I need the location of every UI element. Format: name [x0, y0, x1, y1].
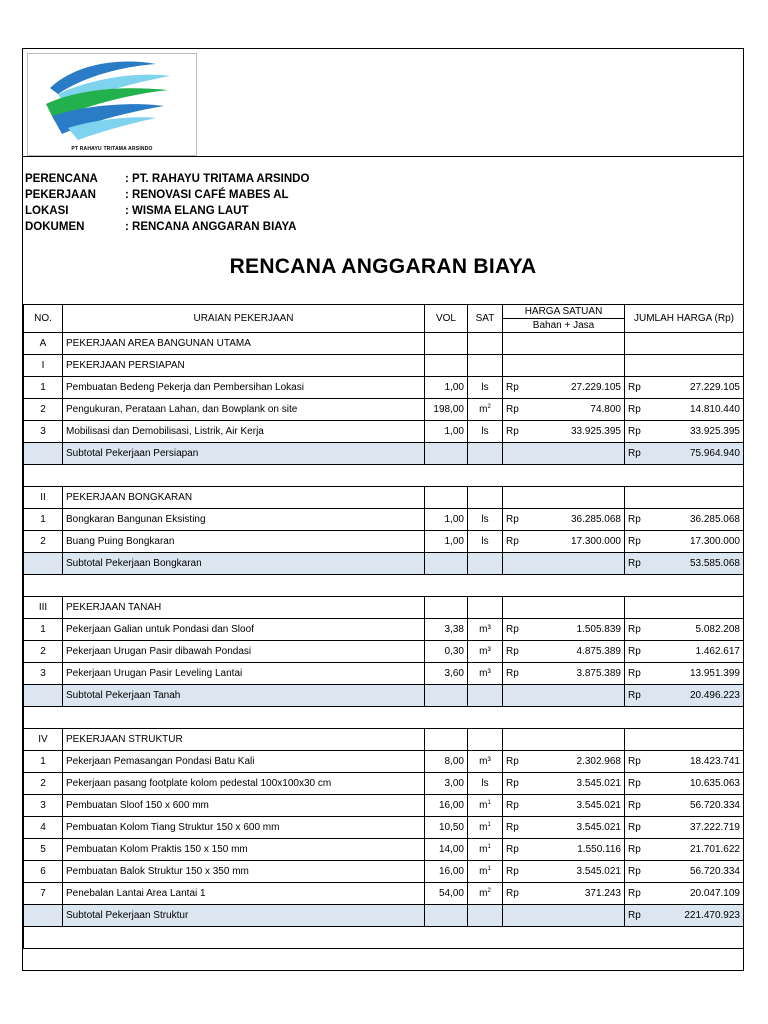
empty-cell [468, 443, 503, 465]
spacer-row [24, 575, 744, 597]
item-harga [503, 861, 625, 883]
empty-cell [468, 487, 503, 509]
spacer-cell [24, 575, 744, 597]
item-no: 6 [24, 861, 63, 883]
unit-power: 1 [487, 866, 491, 872]
item-sat [468, 663, 503, 685]
section-title: PEKERJAAN BONGKARAN [63, 487, 425, 509]
item-harga [503, 795, 625, 817]
amount: 2.302.968 [576, 756, 621, 767]
currency-label: Rp [628, 382, 641, 393]
subtotal-label: Subtotal Pekerjaan Bongkaran [63, 553, 425, 575]
amount: 36.285.068 [689, 514, 740, 525]
item-desc: Pekerjaan Urugan Pasir dibawah Pondasi [63, 641, 425, 663]
item-no: 3 [24, 663, 63, 685]
currency-label: Rp [506, 536, 519, 547]
amount: 17.300.000 [689, 536, 740, 547]
currency-label: Rp [628, 404, 641, 415]
item-no: 2 [24, 531, 63, 553]
empty-cell [625, 729, 744, 751]
unit: m [479, 800, 488, 811]
item-jumlah [625, 751, 744, 773]
unit: m [479, 822, 488, 833]
amount: 13.951.399 [689, 668, 740, 679]
info-value: : RENOVASI CAFÉ MABES AL [125, 189, 289, 201]
info-value: : WISMA ELANG LAUT [125, 205, 249, 217]
empty-cell [468, 905, 503, 927]
item-sat [468, 421, 503, 443]
item-vol: 0,30 [425, 641, 468, 663]
subtotal-row [24, 443, 744, 465]
unit: ls [481, 514, 489, 525]
item-harga [503, 421, 625, 443]
subtotal-row [24, 905, 744, 927]
item-desc: Pembuatan Sloof 150 x 600 mm [63, 795, 425, 817]
item-desc: Penebalan Lantai Area Lantai 1 [63, 883, 425, 905]
section-row [24, 597, 744, 619]
amount: 21.701.622 [689, 844, 740, 855]
currency-label: Rp [506, 382, 519, 393]
unit-power: 1 [487, 822, 491, 828]
amount: 18.423.741 [689, 756, 740, 767]
item-desc: Pekerjaan Galian untuk Pondasi dan Sloof [63, 619, 425, 641]
currency-label: Rp [628, 690, 641, 701]
table-row [24, 619, 744, 641]
section-row [24, 729, 744, 751]
item-jumlah [625, 663, 744, 685]
item-sat [468, 839, 503, 861]
empty-cell [503, 443, 625, 465]
table-row [24, 663, 744, 685]
empty-cell [425, 597, 468, 619]
amount: 74.800 [590, 404, 621, 415]
table-row [24, 751, 744, 773]
item-sat [468, 817, 503, 839]
item-harga [503, 399, 625, 421]
currency-label: Rp [506, 800, 519, 811]
item-harga [503, 751, 625, 773]
currency-label: Rp [506, 426, 519, 437]
item-no: 3 [24, 795, 63, 817]
empty-cell [425, 443, 468, 465]
amount: 56.720.334 [689, 800, 740, 811]
item-jumlah [625, 795, 744, 817]
empty-cell [425, 487, 468, 509]
subtotal-row [24, 553, 744, 575]
group-row [24, 333, 744, 355]
amount: 1.462.617 [695, 646, 740, 657]
section-row [24, 487, 744, 509]
item-sat [468, 641, 503, 663]
section-row [24, 355, 744, 377]
header-no: NO. [24, 305, 63, 333]
amount: 1.550.116 [577, 844, 621, 855]
header-jumlah: JUMLAH HARGA (Rp) [625, 305, 744, 333]
item-vol: 8,00 [425, 751, 468, 773]
item-no: 5 [24, 839, 63, 861]
item-vol: 3,60 [425, 663, 468, 685]
table-row [24, 883, 744, 905]
empty-cell [24, 553, 63, 575]
empty-cell [625, 355, 744, 377]
amount: 3.545.021 [576, 866, 621, 877]
item-desc: Pekerjaan pasang footplate kolom pedestal 100x100x30 cm [63, 773, 425, 795]
unit: m [479, 844, 488, 855]
currency-label: Rp [506, 778, 519, 789]
table-row [24, 817, 744, 839]
info-label: DOKUMEN [25, 221, 85, 233]
currency-label: Rp [628, 756, 641, 767]
header-sat: SAT [468, 305, 503, 333]
item-vol: 1,00 [425, 531, 468, 553]
unit: m [479, 866, 488, 877]
item-jumlah [625, 509, 744, 531]
currency-label: Rp [628, 910, 641, 921]
amount: 3.545.021 [576, 778, 621, 789]
empty-cell [468, 553, 503, 575]
amount: 4.875.389 [576, 646, 621, 657]
unit-power: 2 [487, 404, 491, 410]
header-bahan-jasa: Bahan + Jasa [503, 319, 625, 333]
empty-cell [24, 905, 63, 927]
item-desc: Pembuatan Bedeng Pekerja dan Pembersihan Lokasi [63, 377, 425, 399]
amount: 33.925.395 [570, 426, 621, 437]
item-jumlah [625, 619, 744, 641]
empty-cell [503, 487, 625, 509]
currency-label: Rp [506, 822, 519, 833]
amount: 53.585.068 [689, 558, 740, 569]
item-harga [503, 817, 625, 839]
amount: 36.285.068 [570, 514, 621, 525]
item-sat [468, 861, 503, 883]
item-jumlah [625, 421, 744, 443]
subtotal-label: Subtotal Pekerjaan Persiapan [63, 443, 425, 465]
item-desc: Pembuatan Kolom Tiang Struktur 150 x 600 mm [63, 817, 425, 839]
subtotal-label: Subtotal Pekerjaan Struktur [63, 905, 425, 927]
currency-label: Rp [628, 426, 641, 437]
currency-label: Rp [628, 646, 641, 657]
currency-label: Rp [506, 514, 519, 525]
item-sat [468, 531, 503, 553]
item-jumlah [625, 377, 744, 399]
currency-label: Rp [506, 756, 519, 767]
amount: 27.229.105 [689, 382, 740, 393]
table-row [24, 509, 744, 531]
item-sat [468, 751, 503, 773]
header-harga-satuan: HARGA SATUAN [503, 305, 625, 319]
unit: ls [481, 536, 489, 547]
amount: 20.496.223 [689, 690, 740, 701]
empty-cell [503, 729, 625, 751]
spacer-row [24, 927, 744, 949]
empty-cell [468, 729, 503, 751]
amount: 1.505.839 [576, 624, 621, 635]
empty-cell [625, 597, 744, 619]
subtotal-value [625, 685, 744, 707]
item-vol: 16,00 [425, 795, 468, 817]
item-sat [468, 399, 503, 421]
spacer-cell [24, 707, 744, 729]
rab-table-body [24, 333, 744, 949]
page-title: RENCANA ANGGARAN BIAYA [229, 255, 537, 278]
empty-cell [503, 597, 625, 619]
item-sat [468, 509, 503, 531]
item-jumlah [625, 861, 744, 883]
item-desc: Buang Puing Bongkaran [63, 531, 425, 553]
item-harga [503, 377, 625, 399]
section-title: PEKERJAAN STRUKTUR [63, 729, 425, 751]
empty-cell [425, 729, 468, 751]
table-row [24, 795, 744, 817]
empty-cell [468, 685, 503, 707]
amount: 17.300.000 [570, 536, 621, 547]
currency-label: Rp [628, 448, 641, 459]
unit: m³ [479, 668, 491, 679]
info-label: LOKASI [25, 205, 69, 217]
unit: ls [481, 778, 489, 789]
empty-cell [503, 685, 625, 707]
empty-cell [24, 685, 63, 707]
section-no: IV [24, 729, 63, 751]
currency-label: Rp [628, 514, 641, 525]
item-harga [503, 839, 625, 861]
item-vol: 1,00 [425, 377, 468, 399]
group-label: PEKERJAAN AREA BANGUNAN UTAMA [63, 333, 425, 355]
item-jumlah [625, 817, 744, 839]
unit: ls [481, 382, 489, 393]
section-no: II [24, 487, 63, 509]
amount: 3.545.021 [576, 800, 621, 811]
unit: m³ [479, 624, 491, 635]
header-uraian: URAIAN PEKERJAAN [63, 305, 425, 333]
currency-label: Rp [628, 888, 641, 899]
item-vol: 10,50 [425, 817, 468, 839]
empty-cell [625, 487, 744, 509]
swoosh-logo-icon [28, 54, 196, 146]
info-value: : PT. RAHAYU TRITAMA ARSINDO [125, 173, 310, 185]
item-vol: 3,00 [425, 773, 468, 795]
item-vol: 54,00 [425, 883, 468, 905]
table-row [24, 399, 744, 421]
item-vol: 14,00 [425, 839, 468, 861]
unit: m [479, 404, 488, 415]
item-no: 2 [24, 399, 63, 421]
empty-cell [503, 553, 625, 575]
unit: m [479, 888, 488, 899]
empty-cell [24, 443, 63, 465]
item-vol: 3,38 [425, 619, 468, 641]
table-row [24, 421, 744, 443]
item-no: 4 [24, 817, 63, 839]
rab-table [23, 304, 744, 949]
company-logo [27, 53, 197, 156]
item-harga [503, 641, 625, 663]
info-value: : RENCANA ANGGARAN BIAYA [125, 221, 297, 233]
currency-label: Rp [628, 822, 641, 833]
spacer-row [24, 465, 744, 487]
item-harga [503, 509, 625, 531]
subtotal-value [625, 553, 744, 575]
item-vol: 1,00 [425, 509, 468, 531]
item-jumlah [625, 773, 744, 795]
item-vol: 16,00 [425, 861, 468, 883]
item-desc: Pembuatan Balok Struktur 150 x 350 mm [63, 861, 425, 883]
item-no: 1 [24, 619, 63, 641]
currency-label: Rp [506, 668, 519, 679]
item-desc: Pekerjaan Urugan Pasir Leveling Lantai [63, 663, 425, 685]
section-no: I [24, 355, 63, 377]
currency-label: Rp [506, 624, 519, 635]
item-sat [468, 773, 503, 795]
item-harga [503, 773, 625, 795]
subtotal-label: Subtotal Pekerjaan Tanah [63, 685, 425, 707]
currency-label: Rp [506, 888, 519, 899]
header-vol: VOL [425, 305, 468, 333]
section-title: PEKERJAAN TANAH [63, 597, 425, 619]
subtotal-value [625, 905, 744, 927]
unit: ls [481, 426, 489, 437]
currency-label: Rp [628, 800, 641, 811]
currency-label: Rp [628, 778, 641, 789]
header-divider [23, 156, 743, 157]
unit-power: 1 [487, 844, 491, 850]
table-row [24, 641, 744, 663]
unit: m³ [479, 756, 491, 767]
amount: 20.047.109 [689, 888, 740, 899]
currency-label: Rp [628, 558, 641, 569]
item-desc: Pekerjaan Pemasangan Pondasi Batu Kali [63, 751, 425, 773]
item-sat [468, 883, 503, 905]
empty-cell [468, 597, 503, 619]
info-label: PERENCANA [25, 173, 98, 185]
amount: 5.082.208 [695, 624, 740, 635]
item-jumlah [625, 839, 744, 861]
currency-label: Rp [628, 866, 641, 877]
item-sat [468, 795, 503, 817]
section-title: PEKERJAAN PERSIAPAN [63, 355, 425, 377]
unit-power: 1 [487, 800, 491, 806]
item-jumlah [625, 883, 744, 905]
table-row [24, 531, 744, 553]
item-desc: Bongkaran Bangunan Eksisting [63, 509, 425, 531]
logo-caption: PT RAHAYU TRITAMA ARSINDO [71, 146, 153, 152]
item-sat [468, 377, 503, 399]
amount: 3.875.389 [576, 668, 621, 679]
item-no: 1 [24, 751, 63, 773]
item-desc: Pembuatan Kolom Praktis 150 x 150 mm [63, 839, 425, 861]
amount: 27.229.105 [570, 382, 621, 393]
section-no: III [24, 597, 63, 619]
item-vol: 198,00 [425, 399, 468, 421]
item-no: 2 [24, 641, 63, 663]
item-harga [503, 531, 625, 553]
currency-label: Rp [506, 646, 519, 657]
empty-cell [468, 355, 503, 377]
rab-sheet [22, 48, 744, 971]
currency-label: Rp [506, 844, 519, 855]
unit: m³ [479, 646, 491, 657]
subtotal-value [625, 443, 744, 465]
empty-cell [425, 905, 468, 927]
item-no: 3 [24, 421, 63, 443]
info-label: PEKERJAAN [25, 189, 96, 201]
table-row [24, 861, 744, 883]
item-harga [503, 663, 625, 685]
currency-label: Rp [628, 624, 641, 635]
item-vol: 1,00 [425, 421, 468, 443]
item-desc: Pengukuran, Perataan Lahan, dan Bowplank on site [63, 399, 425, 421]
item-jumlah [625, 531, 744, 553]
empty-cell [425, 553, 468, 575]
table-row [24, 377, 744, 399]
amount: 37.222.719 [689, 822, 740, 833]
group-no: A [24, 333, 63, 355]
currency-label: Rp [628, 844, 641, 855]
currency-label: Rp [628, 668, 641, 679]
amount: 10.635.063 [689, 778, 740, 789]
currency-label: Rp [506, 866, 519, 877]
table-row [24, 773, 744, 795]
table-row [24, 839, 744, 861]
amount: 371.243 [584, 888, 621, 899]
item-no: 2 [24, 773, 63, 795]
unit-power: 2 [487, 888, 491, 894]
spacer-row [24, 707, 744, 729]
empty-cell [503, 355, 625, 377]
item-harga [503, 883, 625, 905]
empty-cell [503, 905, 625, 927]
item-jumlah [625, 641, 744, 663]
amount: 3.545.021 [576, 822, 621, 833]
amount: 56.720.334 [689, 866, 740, 877]
amount: 75.964.940 [689, 448, 740, 459]
item-desc: Mobilisasi dan Demobilisasi, Listrik, Air Kerja [63, 421, 425, 443]
item-no: 1 [24, 509, 63, 531]
subtotal-row [24, 685, 744, 707]
item-no: 7 [24, 883, 63, 905]
amount: 14.810.440 [689, 404, 740, 415]
empty-cell [425, 355, 468, 377]
spacer-cell [24, 927, 744, 949]
item-no: 1 [24, 377, 63, 399]
empty-cell [425, 685, 468, 707]
amount: 33.925.395 [689, 426, 740, 437]
item-sat [468, 619, 503, 641]
item-harga [503, 619, 625, 641]
item-jumlah [625, 399, 744, 421]
currency-label: Rp [506, 404, 519, 415]
amount: 221.470.923 [684, 910, 740, 921]
currency-label: Rp [628, 536, 641, 547]
spacer-cell [24, 465, 744, 487]
